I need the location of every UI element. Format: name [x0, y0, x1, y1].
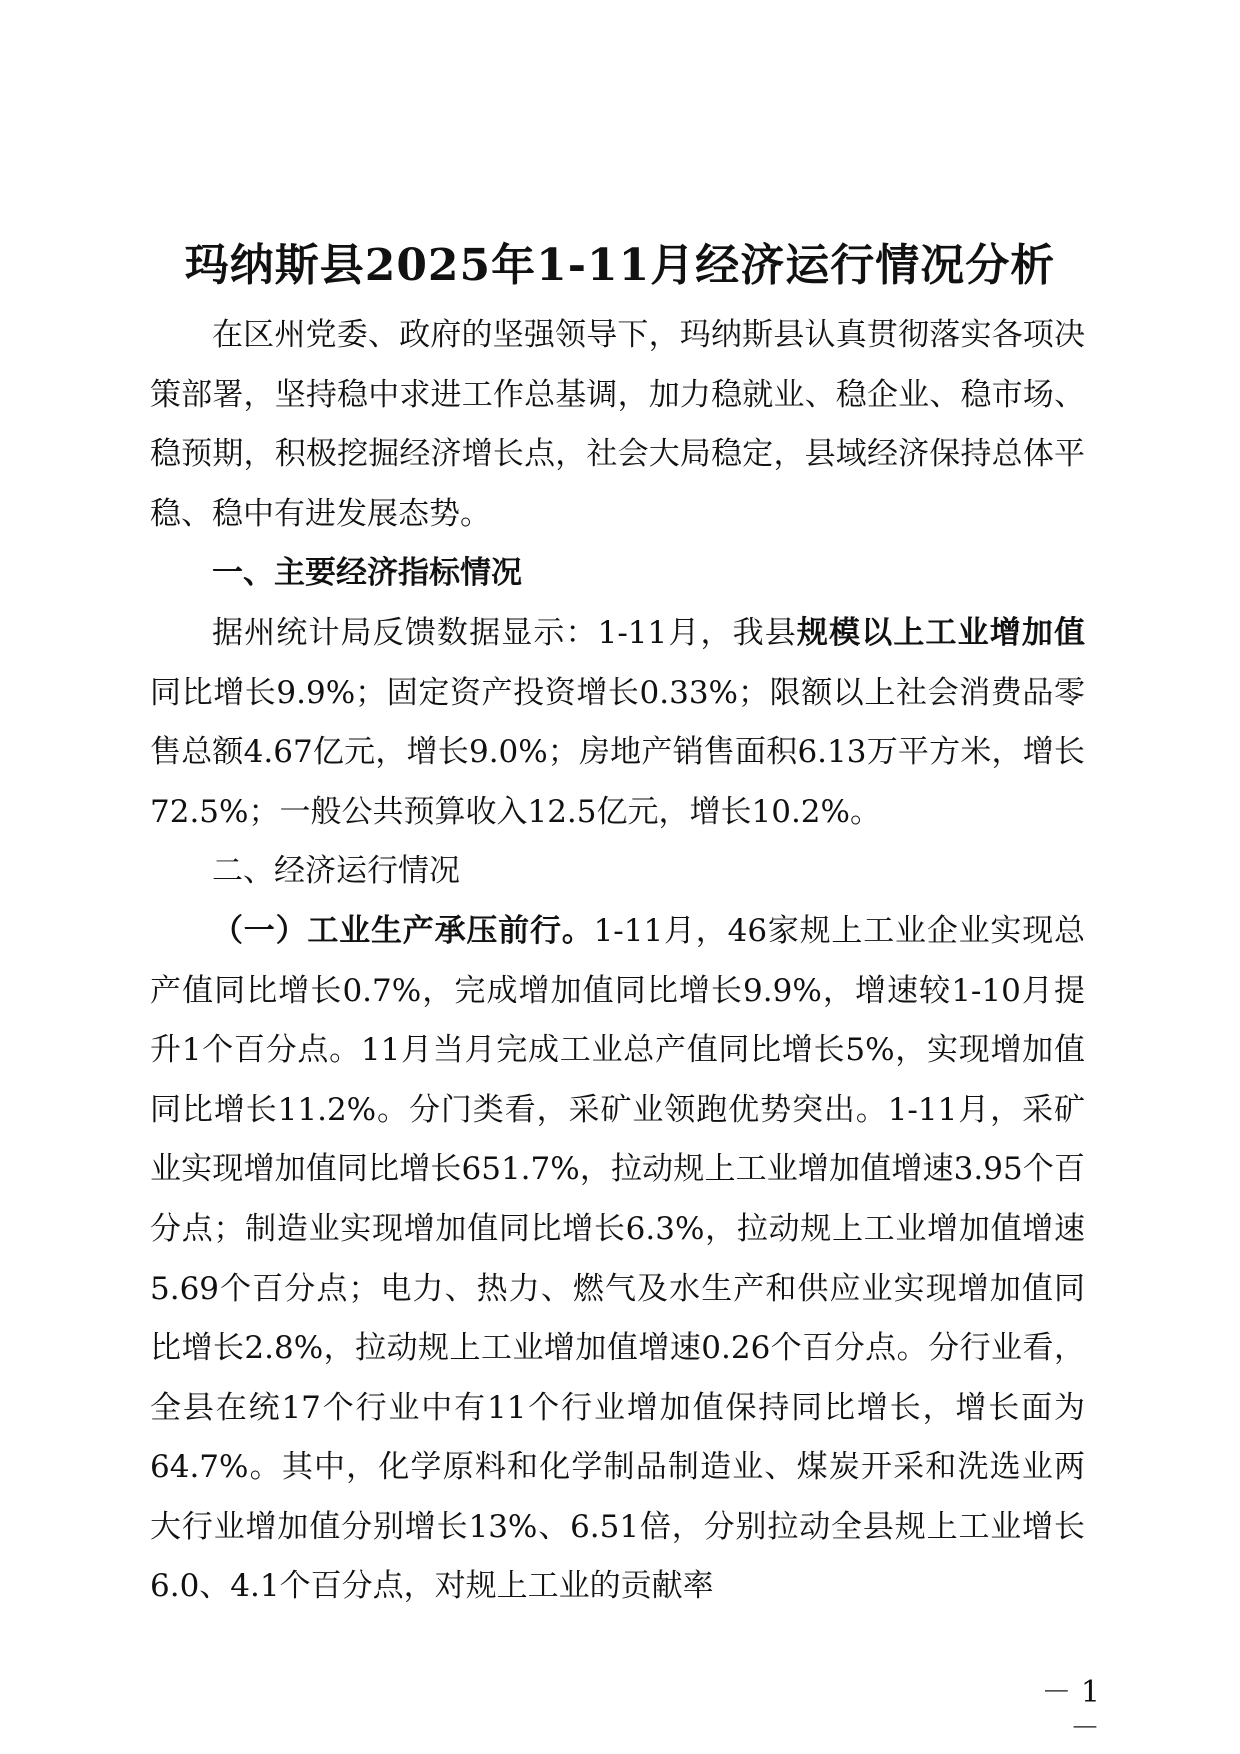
section-2-heading: 二、经济运行情况 [212, 853, 460, 890]
section-1-paragraph [150, 604, 1085, 842]
section-2-subsection-1-paragraph [150, 902, 1085, 1617]
page-number: － 1 － [1041, 1675, 1100, 1746]
section-2-subsection-1-heading: （一）工业生产承压前行。 [212, 912, 594, 949]
section-1-text-after: 同比增长9.9%；固定资产投资增长0.33%；限额以上社会消费品零售总额4.67亿元，增长9.0%；房地产销售面积6.13万平方米，增长72.5%；一般公共预算收入12.5亿元，增长10.2%。 [150, 674, 1085, 830]
section-1-text-before: 据州统计局反馈数据显示：1-11月，我县 [212, 614, 797, 651]
document-title: 玛纳斯县2025年1-11月经济运行情况分析 [184, 240, 1056, 291]
section-1-bold-term: 规模以上工业增加值 [796, 614, 1085, 651]
document-body [150, 306, 1085, 1617]
intro-paragraph: 在区州党委、政府的坚强领导下，玛纳斯县认真贯彻落实各项决策部署，坚持稳中求进工作总基调，加力稳就业、稳企业、稳市场、稳预期，积极挖掘经济增长点，社会大局稳定，县域经济保持总体平稳、稳中有进发展态势。 [150, 317, 1085, 532]
section-1-heading: 一、主要经济指标情况 [212, 555, 522, 592]
section-2-subsection-1-text: 1-11月，46家规上工业企业实现总产值同比增长0.7%，完成增加值同比增长9.9%，增速较1-10月提升1个百分点。11月当月完成工业总产值同比增长5%，实现增加值同比增长11.2%。分门类看，采矿业领跑优势突出。1-11月，采矿业实现增加值同比增长651.7%，拉动规上工业增加值增速3.95个百分点；制造业实现增加值同比增长6.3%，拉动规上工业增加值增速5.69个百分点；电力、热力、燃气及水生产和供应业实现增加值同比增长2.8%，拉动规上工业增加值增速0.26个百分点。分行业看，全县在统17个行业中有11个行业增加值保持同比增长，增长面为64.7%。其中，化学原料和化学制品制造业、煤炭开采和洗选业两大行业增加值分别增长13%、6.51倍，分别拉动全县规上工业增长6.0、4.1个百分点，对规上工业的贡献率 [150, 912, 1086, 1605]
